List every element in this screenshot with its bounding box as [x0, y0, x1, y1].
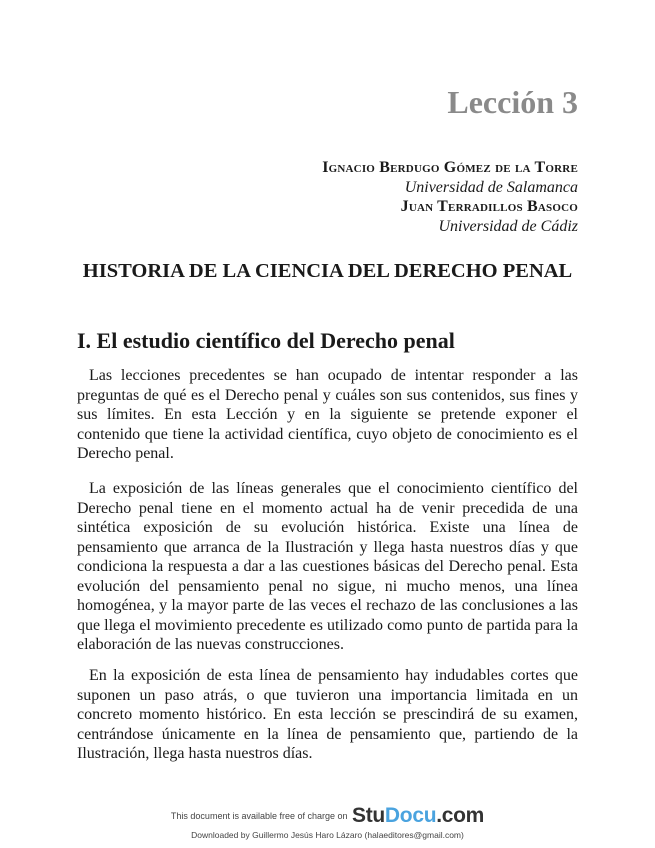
download-notice: Downloaded by Guillermo Jesús Haro Lázaro (halaeditores@gmail.com)	[191, 830, 464, 840]
paragraph-2	[77, 479, 578, 655]
author-block	[322, 158, 578, 236]
footer-availability	[0, 804, 655, 828]
lesson-number: Lección 3	[447, 84, 578, 120]
studocu-logo-link[interactable]	[352, 804, 484, 827]
brand-part-3: .com	[436, 804, 485, 827]
paragraph-1	[77, 366, 578, 464]
brand-part-1: Stu	[351, 804, 385, 827]
author-name: Ignacio Berdugo Gómez de la Torre	[322, 159, 578, 176]
section-heading: I. El estudio científico del Derecho penal	[77, 328, 455, 353]
author-affiliation: Universidad de Salamanca	[404, 178, 578, 196]
author-name: Juan Terradillos Basoco	[400, 198, 578, 215]
paragraph-text: Las lecciones precedentes se han ocupado de intentar responder a las preguntas de qué es el Derecho penal y cuáles son sus contenidos, sus fines y sus límites. En esta Lección y en la siguiente se pretende exponer el contenido que tiene la actividad científica, cuyo objeto de conocimiento es el Derecho penal.	[77, 367, 578, 462]
paragraph-text: La exposición de las líneas generales que el conocimiento científico del Derecho penal tiene en el momento actual ha de venir precedida de una sintética exposición de su evolución histórica. Existe una línea de pensamiento que arranca de la Ilustración y llega hasta nuestros días y que condiciona la respuesta a dar a las cuestiones básicas del Derecho penal. Esta evolución del pensamiento penal no sigue, ni mucho menos, una línea homogénea, y la mayor parte de las veces el rechazo de las conclusiones a las que llega el movimiento precedente es utilizado como punto de partida para la elaboración de las nuevas construcciones.	[77, 480, 578, 653]
brand-part-2: Docu	[384, 804, 437, 827]
availability-text: This document is available free of charge on	[170, 811, 348, 821]
paragraph-text: En la exposición de esta línea de pensamiento hay indudables cortes que suponen un paso atrás, o que tuvieron una importancia limitada en un concreto momento histórico. En esta lección se prescindirá de su examen, centrándose únicamente en la línea de pensamiento que, partiendo de la Ilustración, llega hasta nuestros días.	[77, 667, 578, 762]
chapter-title: HISTORIA DE LA CIENCIA DEL DERECHO PENAL	[82, 260, 573, 282]
paragraph-3	[77, 666, 578, 764]
author-affiliation: Universidad de Cádiz	[438, 217, 578, 235]
